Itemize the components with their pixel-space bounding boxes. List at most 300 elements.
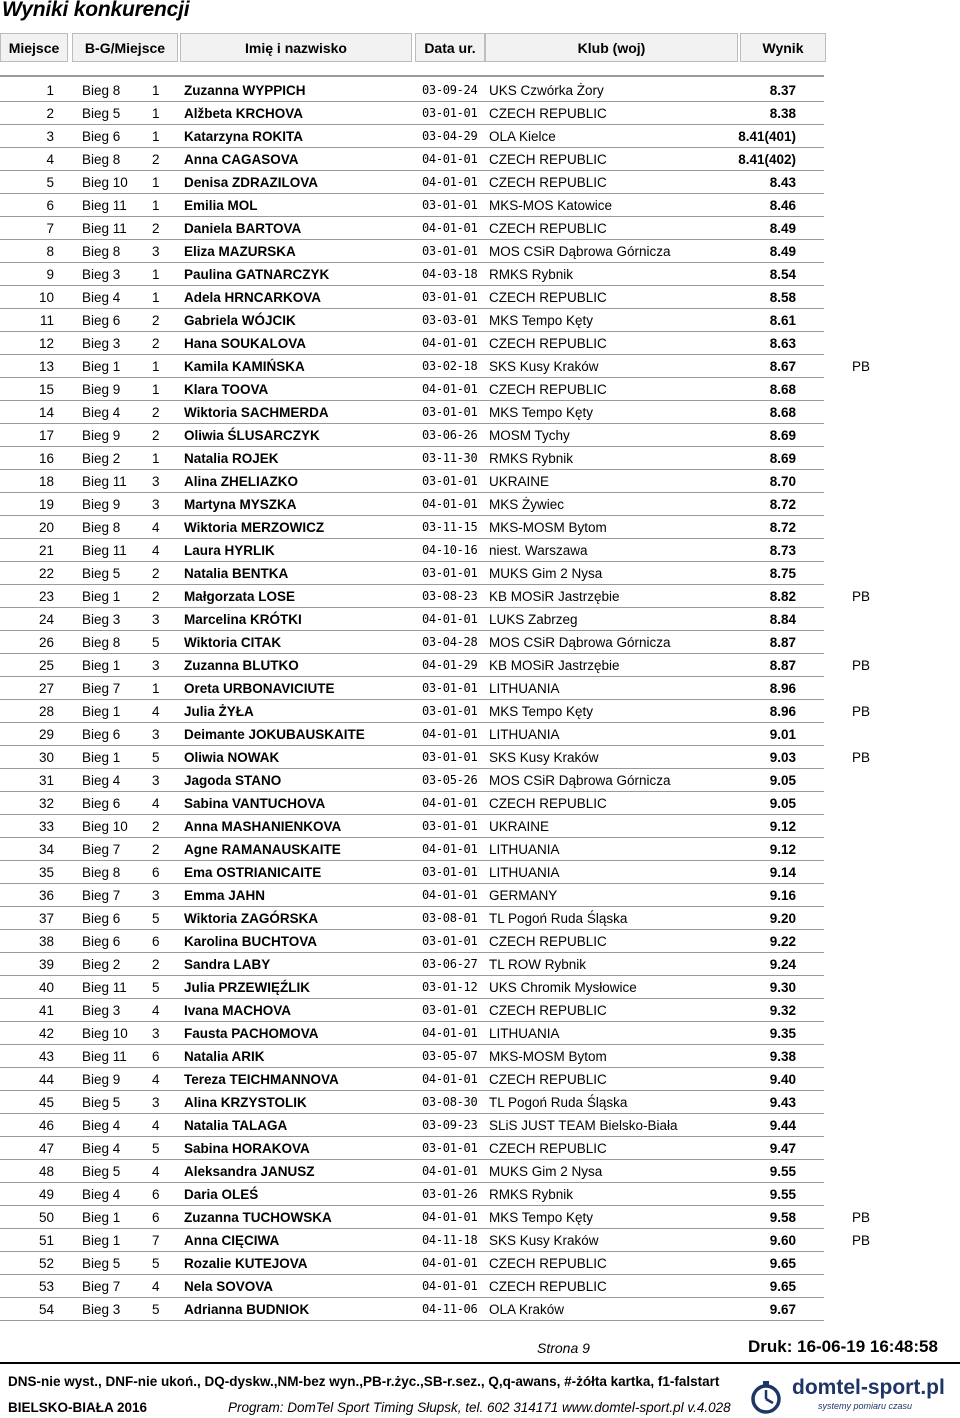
cell-club: MKS-MOSM Bytom — [489, 520, 607, 535]
cell-result: 9.12 — [769, 819, 796, 834]
cell-result: 8.43 — [769, 175, 796, 190]
cell-name: Marcelina KRÓTKI — [184, 612, 302, 627]
cell-result: 9.03 — [769, 750, 796, 765]
cell-lane: 1 — [152, 382, 160, 397]
table-row — [0, 1206, 871, 1229]
cell-dob: 04-01-01 — [422, 1026, 478, 1040]
cell-place: 31 — [38, 773, 54, 788]
table-row — [0, 654, 871, 677]
cell-place: 30 — [38, 750, 54, 765]
cell-name: Daria OLEŚ — [184, 1187, 259, 1202]
cell-heat: Bieg 3 — [82, 267, 121, 282]
cell-lane: 5 — [152, 750, 160, 765]
cell-club: CZECH REPUBLIC — [489, 152, 607, 167]
cell-lane: 6 — [152, 1187, 160, 1202]
cell-result: 9.05 — [769, 796, 796, 811]
cell-lane: 4 — [152, 1072, 160, 1087]
cell-dob: 03-01-01 — [422, 474, 478, 488]
cell-heat: Bieg 7 — [82, 888, 121, 903]
cell-name: Gabriela WÓJCIK — [184, 313, 296, 328]
cell-result: 8.41(401) — [738, 129, 796, 144]
cell-dob: 03-01-01 — [422, 704, 478, 718]
cell-place: 18 — [38, 474, 54, 489]
cell-club: MKS Tempo Kęty — [489, 405, 594, 420]
cell-lane: 3 — [152, 727, 160, 742]
cell-name: Sandra LABY — [184, 957, 271, 972]
cell-heat: Bieg 4 — [82, 290, 121, 305]
cell-place: 9 — [46, 267, 54, 282]
cell-dob: 03-01-01 — [422, 290, 478, 304]
cell-club: LITHUANIA — [489, 865, 560, 880]
cell-club: UKRAINE — [489, 474, 550, 489]
table-row — [0, 1298, 824, 1321]
cell-dob: 03-04-28 — [422, 635, 478, 649]
page-title: Wyniki konkurencji — [2, 0, 190, 21]
cell-heat: Bieg 2 — [82, 957, 121, 972]
logo-text: domtel-sport.pl — [792, 1376, 945, 1399]
table-row — [0, 378, 824, 401]
table-row — [0, 424, 824, 447]
table-row — [0, 585, 871, 608]
cell-lane: 5 — [152, 911, 160, 926]
column-header-club: Klub (woj) — [485, 33, 738, 62]
cell-lane: 2 — [152, 428, 160, 443]
cell-lane: 4 — [152, 520, 160, 535]
cell-lane: 1 — [152, 198, 160, 213]
cell-result: 9.24 — [769, 957, 796, 972]
cell-heat: Bieg 6 — [82, 727, 121, 742]
table-row — [0, 401, 824, 424]
cell-place: 29 — [38, 727, 54, 742]
cell-place: 5 — [46, 175, 54, 190]
cell-place: 4 — [46, 152, 54, 167]
cell-name: Sabina VANTUCHOVA — [184, 796, 326, 811]
cell-note: PB — [852, 1210, 871, 1225]
cell-club: LUKS Zabrzeg — [489, 612, 578, 627]
cell-heat: Bieg 9 — [82, 497, 121, 512]
table-row — [0, 263, 824, 286]
table-row — [0, 125, 824, 148]
table-row — [0, 631, 824, 654]
table-row — [0, 516, 824, 539]
table-row — [0, 194, 824, 217]
cell-name: Laura HYRLIK — [184, 543, 275, 558]
cell-club: MUKS Gim 2 Nysa — [489, 1164, 603, 1179]
cell-place: 23 — [38, 589, 54, 604]
cell-place: 8 — [46, 244, 54, 259]
cell-result: 8.58 — [769, 290, 796, 305]
table-row — [0, 539, 824, 562]
cell-place: 19 — [38, 497, 54, 512]
cell-dob: 04-01-01 — [422, 1279, 478, 1293]
cell-lane: 4 — [152, 1164, 160, 1179]
cell-dob: 03-09-23 — [422, 1118, 478, 1132]
cell-place: 50 — [38, 1210, 54, 1225]
cell-club: SKS Kusy Kraków — [489, 750, 599, 765]
cell-club: CZECH REPUBLIC — [489, 175, 607, 190]
cell-name: Aleksandra JANUSZ — [184, 1164, 315, 1179]
cell-place: 12 — [38, 336, 54, 351]
stopwatch-icon — [746, 1380, 786, 1414]
table-row — [0, 332, 824, 355]
cell-name: Adela HRNCARKOVA — [184, 290, 322, 305]
cell-club: TL ROW Rybnik — [489, 957, 587, 972]
cell-heat: Bieg 1 — [82, 1233, 121, 1248]
cell-lane: 3 — [152, 1026, 160, 1041]
table-row — [0, 1022, 824, 1045]
cell-heat: Bieg 11 — [82, 1049, 127, 1064]
cell-result: 9.32 — [769, 1003, 796, 1018]
cell-result: 8.54 — [769, 267, 796, 282]
cell-dob: 03-01-01 — [422, 244, 478, 258]
cell-place: 39 — [38, 957, 54, 972]
cell-place: 10 — [38, 290, 54, 305]
cell-result: 8.69 — [769, 428, 796, 443]
cell-place: 42 — [38, 1026, 54, 1041]
cell-result: 8.41(402) — [738, 152, 796, 167]
cell-dob: 03-01-01 — [422, 1003, 478, 1017]
cell-dob: 03-04-29 — [422, 129, 478, 143]
cell-result: 8.49 — [769, 244, 796, 259]
cell-place: 44 — [38, 1072, 54, 1087]
cell-club: LITHUANIA — [489, 842, 560, 857]
cell-heat: Bieg 6 — [82, 911, 121, 926]
cell-heat: Bieg 1 — [82, 750, 121, 765]
cell-name: Nela SOVOVA — [184, 1279, 274, 1294]
cell-club: CZECH REPUBLIC — [489, 1279, 607, 1294]
table-row — [0, 1229, 871, 1252]
cell-dob: 04-01-01 — [422, 727, 478, 741]
cell-lane: 2 — [152, 313, 160, 328]
table-row — [0, 1068, 824, 1091]
cell-note: PB — [852, 589, 871, 604]
cell-club: CZECH REPUBLIC — [489, 1072, 607, 1087]
cell-place: 13 — [38, 359, 54, 374]
cell-lane: 2 — [152, 221, 160, 236]
cell-heat: Bieg 4 — [82, 1118, 121, 1133]
cell-place: 52 — [38, 1256, 54, 1271]
cell-heat: Bieg 10 — [82, 1026, 128, 1041]
cell-name: Emilia MOL — [184, 198, 258, 213]
cell-club: niest. Warszawa — [489, 543, 588, 558]
cell-dob: 04-01-01 — [422, 842, 478, 856]
cell-dob: 04-01-01 — [422, 382, 478, 396]
cell-name: Wiktoria SACHMERDA — [184, 405, 329, 420]
cell-result: 8.72 — [769, 520, 796, 535]
cell-dob: 04-11-06 — [422, 1302, 478, 1316]
cell-dob: 03-01-01 — [422, 819, 478, 833]
cell-dob: 03-02-18 — [422, 359, 478, 373]
cell-name: Jagoda STANO — [184, 773, 282, 788]
cell-result: 9.16 — [769, 888, 796, 903]
cell-dob: 04-01-01 — [422, 1072, 478, 1086]
cell-place: 7 — [46, 221, 54, 236]
table-row — [0, 562, 824, 585]
table-row — [0, 79, 824, 102]
cell-heat: Bieg 7 — [82, 681, 121, 696]
domtel-logo — [746, 1376, 956, 1416]
cell-heat: Bieg 8 — [82, 244, 121, 259]
cell-result: 8.38 — [769, 106, 796, 121]
cell-name: Adrianna BUDNIOK — [184, 1302, 310, 1317]
cell-heat: Bieg 8 — [82, 83, 121, 98]
cell-name: Daniela BARTOVA — [184, 221, 302, 236]
cell-result: 8.73 — [769, 543, 796, 558]
cell-place: 45 — [38, 1095, 54, 1110]
cell-result: 8.87 — [769, 658, 796, 673]
cell-place: 15 — [38, 382, 54, 397]
table-row — [0, 1045, 824, 1068]
cell-club: TL Pogoń Ruda Śląska — [489, 911, 628, 926]
cell-heat: Bieg 6 — [82, 129, 121, 144]
cell-name: Denisa ZDRAZILOVA — [184, 175, 319, 190]
cell-heat: Bieg 1 — [82, 1210, 121, 1225]
cell-heat: Bieg 4 — [82, 1187, 121, 1202]
cell-result: 8.37 — [769, 83, 796, 98]
cell-lane: 5 — [152, 635, 160, 650]
cell-name: Oreta URBONAVICIUTE — [184, 681, 335, 696]
cell-dob: 03-05-26 — [422, 773, 478, 787]
cell-lane: 6 — [152, 934, 160, 949]
cell-name: Fausta PACHOMOVA — [184, 1026, 319, 1041]
table-row — [0, 447, 824, 470]
table-row — [0, 769, 824, 792]
column-header-heat-lane: B-G/Miejsce — [72, 33, 178, 62]
cell-dob: 04-01-01 — [422, 1256, 478, 1270]
cell-name: Anna CIĘCIWA — [184, 1233, 280, 1248]
cell-lane: 2 — [152, 589, 160, 604]
cell-club: CZECH REPUBLIC — [489, 382, 607, 397]
cell-result: 9.58 — [769, 1210, 796, 1225]
cell-heat: Bieg 7 — [82, 842, 121, 857]
footer-divider — [0, 1362, 960, 1364]
cell-place: 14 — [38, 405, 54, 420]
cell-heat: Bieg 5 — [82, 1256, 121, 1271]
cell-heat: Bieg 3 — [82, 1302, 121, 1317]
cell-result: 8.75 — [769, 566, 796, 581]
cell-heat: Bieg 11 — [82, 543, 127, 558]
table-row — [0, 240, 824, 263]
cell-lane: 2 — [152, 842, 160, 857]
column-header-dob: Data ur. — [415, 33, 485, 62]
cell-club: CZECH REPUBLIC — [489, 934, 607, 949]
cell-heat: Bieg 10 — [82, 175, 128, 190]
table-row — [0, 884, 824, 907]
cell-dob: 03-01-01 — [422, 1141, 478, 1155]
cell-result: 9.55 — [769, 1164, 796, 1179]
table-row — [0, 999, 824, 1022]
cell-place: 6 — [46, 198, 54, 213]
table-row — [0, 1114, 824, 1137]
cell-lane: 3 — [152, 497, 160, 512]
cell-club: UKS Czwórka Żory — [489, 83, 604, 98]
cell-dob: 03-11-15 — [422, 520, 478, 534]
table-row — [0, 217, 824, 240]
cell-result: 8.69 — [769, 451, 796, 466]
cell-result: 9.43 — [769, 1095, 796, 1110]
table-row — [0, 493, 824, 516]
cell-club: CZECH REPUBLIC — [489, 336, 607, 351]
cell-heat: Bieg 3 — [82, 1003, 121, 1018]
cell-heat: Bieg 5 — [82, 106, 121, 121]
cell-club: CZECH REPUBLIC — [489, 290, 607, 305]
cell-lane: 4 — [152, 796, 160, 811]
cell-lane: 2 — [152, 566, 160, 581]
cell-lane: 5 — [152, 980, 160, 995]
abbreviations-legend: DNS-nie wyst., DNF-nie ukoń., DQ-dyskw.,NM-bez wyn.,PB-r.życ.,SB-r.sez., Q,q-awans, #-żółta kartka, f1-falstart — [8, 1374, 720, 1389]
cell-heat: Bieg 5 — [82, 1164, 121, 1179]
cell-club: LITHUANIA — [489, 1026, 560, 1041]
cell-heat: Bieg 6 — [82, 796, 121, 811]
cell-result: 9.14 — [769, 865, 796, 880]
cell-dob: 03-05-07 — [422, 1049, 478, 1063]
cell-place: 24 — [38, 612, 54, 627]
cell-club: RMKS Rybnik — [489, 451, 574, 466]
cell-result: 8.68 — [769, 405, 796, 420]
table-row — [0, 355, 871, 378]
cell-lane: 1 — [152, 359, 160, 374]
cell-result: 9.55 — [769, 1187, 796, 1202]
cell-dob: 03-08-30 — [422, 1095, 478, 1109]
cell-lane: 2 — [152, 819, 160, 834]
cell-place: 17 — [38, 428, 54, 443]
cell-heat: Bieg 10 — [82, 819, 128, 834]
cell-dob: 04-01-01 — [422, 1164, 478, 1178]
cell-heat: Bieg 1 — [82, 359, 121, 374]
cell-note: PB — [852, 750, 871, 765]
cell-dob: 04-01-01 — [422, 497, 478, 511]
cell-dob: 04-01-01 — [422, 612, 478, 626]
cell-club: GERMANY — [489, 888, 558, 903]
table-row — [0, 677, 824, 700]
cell-name: Paulina GATNARCZYK — [184, 267, 330, 282]
cell-result: 9.60 — [769, 1233, 796, 1248]
cell-lane: 1 — [152, 129, 160, 144]
table-row — [0, 608, 824, 631]
cell-club: LITHUANIA — [489, 681, 560, 696]
cell-heat: Bieg 9 — [82, 1072, 121, 1087]
results-table — [0, 79, 960, 1321]
cell-place: 1 — [46, 83, 54, 98]
cell-name: Wiktoria CITAK — [184, 635, 282, 650]
cell-lane: 3 — [152, 658, 160, 673]
cell-result: 9.35 — [769, 1026, 796, 1041]
table-row — [0, 1091, 824, 1114]
cell-name: Klara TOOVA — [184, 382, 269, 397]
table-row — [0, 286, 824, 309]
cell-lane: 1 — [152, 290, 160, 305]
cell-dob: 04-01-29 — [422, 658, 478, 672]
cell-name: Emma JAHN — [184, 888, 266, 903]
cell-lane: 2 — [152, 957, 160, 972]
cell-lane: 6 — [152, 1049, 160, 1064]
cell-club: CZECH REPUBLIC — [489, 1256, 607, 1271]
cell-result: 9.20 — [769, 911, 796, 926]
cell-result: 9.12 — [769, 842, 796, 857]
cell-dob: 04-01-01 — [422, 796, 478, 810]
cell-name: Julia ŻYŁA — [184, 704, 254, 719]
cell-place: 2 — [46, 106, 54, 121]
cell-heat: Bieg 8 — [82, 520, 121, 535]
cell-result: 8.68 — [769, 382, 796, 397]
cell-club: RMKS Rybnik — [489, 1187, 574, 1202]
cell-club: MOS CSiR Dąbrowa Górnicza — [489, 773, 671, 788]
cell-dob: 04-01-01 — [422, 175, 478, 189]
table-row — [0, 838, 824, 861]
cell-place: 20 — [38, 520, 54, 535]
cell-lane: 1 — [152, 681, 160, 696]
column-header-place: Miejsce — [0, 33, 68, 62]
cell-heat: Bieg 5 — [82, 1095, 121, 1110]
cell-lane: 1 — [152, 267, 160, 282]
cell-dob: 04-01-01 — [422, 888, 478, 902]
cell-place: 35 — [38, 865, 54, 880]
cell-club: KB MOSiR Jastrzębie — [489, 589, 620, 604]
cell-result: 9.30 — [769, 980, 796, 995]
cell-result: 9.38 — [769, 1049, 796, 1064]
cell-club: MOSM Tychy — [489, 428, 570, 443]
cell-name: Deimante JOKUBAUSKAITE — [184, 727, 365, 742]
cell-name: Alžbeta KRCHOVA — [184, 106, 304, 121]
cell-club: MKS Żywiec — [489, 497, 565, 512]
cell-name: Wiktoria ZAGÓRSKA — [184, 911, 319, 926]
table-row — [0, 148, 824, 171]
cell-club: CZECH REPUBLIC — [489, 1141, 607, 1156]
cell-heat: Bieg 3 — [82, 612, 121, 627]
table-row — [0, 930, 824, 953]
table-row — [0, 1275, 824, 1298]
cell-club: OLA Kraków — [489, 1302, 565, 1317]
cell-club: UKS Chromik Mysłowice — [489, 980, 637, 995]
table-row — [0, 907, 824, 930]
cell-name: Zuzanna TUCHOWSKA — [184, 1210, 332, 1225]
cell-lane: 3 — [152, 773, 160, 788]
cell-club: MKS Tempo Kęty — [489, 313, 594, 328]
table-row — [0, 976, 824, 999]
cell-heat: Bieg 9 — [82, 382, 121, 397]
cell-name: Zuzanna BLUTKO — [184, 658, 299, 673]
cell-place: 33 — [38, 819, 54, 834]
cell-name: Agne RAMANAUSKAITE — [184, 842, 341, 857]
cell-lane: 5 — [152, 1256, 160, 1271]
cell-place: 16 — [38, 451, 54, 466]
cell-place: 32 — [38, 796, 54, 811]
cell-name: Martyna MYSZKA — [184, 497, 297, 512]
cell-name: Julia PRZEWIĘŹLIK — [184, 980, 311, 995]
cell-place: 11 — [39, 313, 54, 328]
cell-dob: 03-01-26 — [422, 1187, 478, 1201]
cell-club: SKS Kusy Kraków — [489, 359, 599, 374]
cell-name: Tereza TEICHMANNOVA — [184, 1072, 339, 1087]
cell-dob: 03-06-26 — [422, 428, 478, 442]
cell-note: PB — [852, 704, 871, 719]
cell-name: Rozalie KUTEJOVA — [184, 1256, 308, 1271]
cell-lane: 4 — [152, 704, 160, 719]
cell-club: UKRAINE — [489, 819, 550, 834]
cell-club: CZECH REPUBLIC — [489, 796, 607, 811]
cell-result: 9.22 — [769, 934, 796, 949]
cell-lane: 4 — [152, 1118, 160, 1133]
cell-lane: 1 — [152, 83, 160, 98]
cell-club: RMKS Rybnik — [489, 267, 574, 282]
cell-place: 40 — [38, 980, 54, 995]
cell-result: 9.65 — [769, 1256, 796, 1271]
cell-result: 8.61 — [769, 313, 796, 328]
cell-dob: 03-06-27 — [422, 957, 478, 971]
cell-club: MKS Tempo Kęty — [489, 704, 594, 719]
cell-heat: Bieg 8 — [82, 865, 121, 880]
logo-tagline: systemy pomiaru czasu — [818, 1401, 913, 1411]
